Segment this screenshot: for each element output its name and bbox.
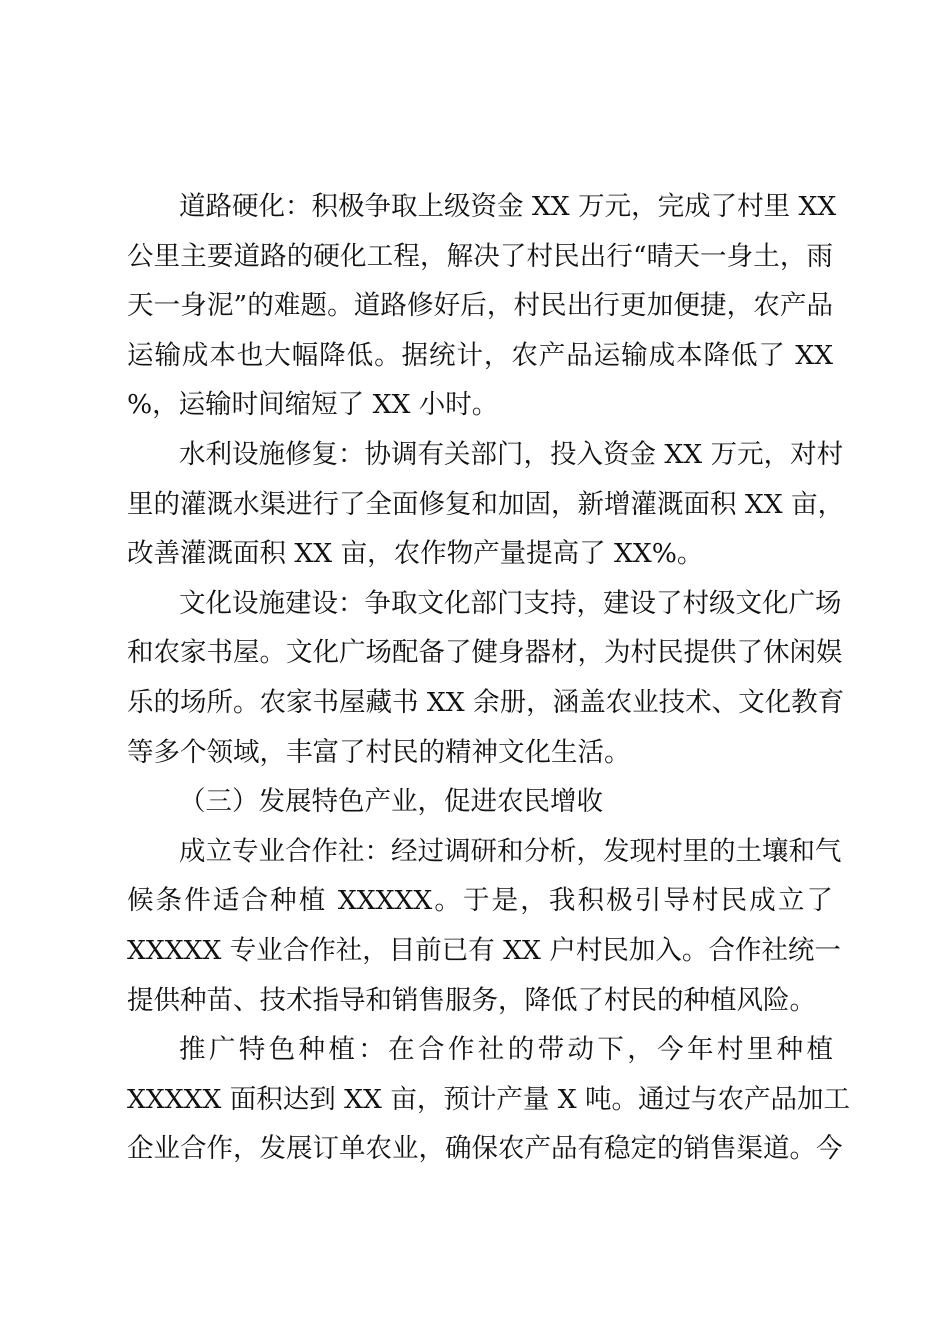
document-body bbox=[127, 182, 851, 1174]
paragraph-culture-line-2: 和农家书屋。文化广场配备了健身器材，为村民提供了休闲娱 bbox=[127, 637, 843, 669]
paragraph-water-line-1: 水利设施修复：协调有关部门，投入资金 XX 万元，对村 bbox=[179, 438, 844, 470]
paragraph-coop-line-3: XXXXX 专业合作社，目前已有 XX 户村民加入。合作社统一 bbox=[127, 934, 841, 966]
paragraph-water-line-2: 里的灌溉水渠进行了全面修复和加固，新增灌溉面积 XX 亩， bbox=[127, 488, 845, 520]
paragraph-road-line-3: 天一身泥”的难题。道路修好后，村民出行更加便捷，农产品 bbox=[127, 290, 833, 322]
paragraph-culture-line-3: 乐的场所。农家书屋藏书 XX 余册，涵盖农业技术、文化教育 bbox=[127, 686, 845, 718]
paragraph-road-line-4: 运输成本也大幅降低。据统计，农产品运输成本降低了 XX bbox=[127, 339, 833, 371]
paragraph-road-line-1: 道路硬化：积极争取上级资金 XX 万元，完成了村里 XX bbox=[179, 191, 837, 222]
paragraph-planting-line-3: 企业合作，发展订单农业，确保农产品有稳定的销售渠道。今 bbox=[127, 1133, 843, 1165]
paragraph-planting-line-2: XXXXX 面积达到 XX 亩，预计产量 X 吨。通过与农产品加工 bbox=[127, 1083, 851, 1115]
paragraph-planting-line-1: 推广特色种植：在合作社的带动下，今年村里种植 bbox=[179, 1034, 833, 1066]
paragraph-coop-line-2: 候条件适合种植 XXXXX。于是，我积极引导村民成立了 bbox=[127, 885, 833, 917]
paragraph-road-line-5: %，运输时间缩短了 XX 小时。 bbox=[127, 389, 499, 421]
paragraph-culture-line-4: 等多个领域，丰富了村民的精神文化生活。 bbox=[127, 736, 631, 768]
paragraph-coop-line-4: 提供种苗、技术指导和销售服务，降低了村民的种植风险。 bbox=[127, 984, 816, 1016]
paragraph-culture-line-1: 文化设施建设：争取文化部门支持，建设了村级文化广场 bbox=[179, 587, 842, 619]
paragraph-water-line-3: 改善灌溉面积 XX 亩，农作物产量提高了 XX%。 bbox=[127, 538, 704, 570]
section-heading-3: （三）发展特色产业，促进农民增收 bbox=[179, 786, 603, 818]
paragraph-coop-line-1: 成立专业合作社：经过调研和分析，发现村里的土壤和气 bbox=[179, 835, 842, 867]
paragraph-road-line-2: 公里主要道路的硬化工程，解决了村民出行“晴天一身土，雨 bbox=[127, 240, 833, 272]
